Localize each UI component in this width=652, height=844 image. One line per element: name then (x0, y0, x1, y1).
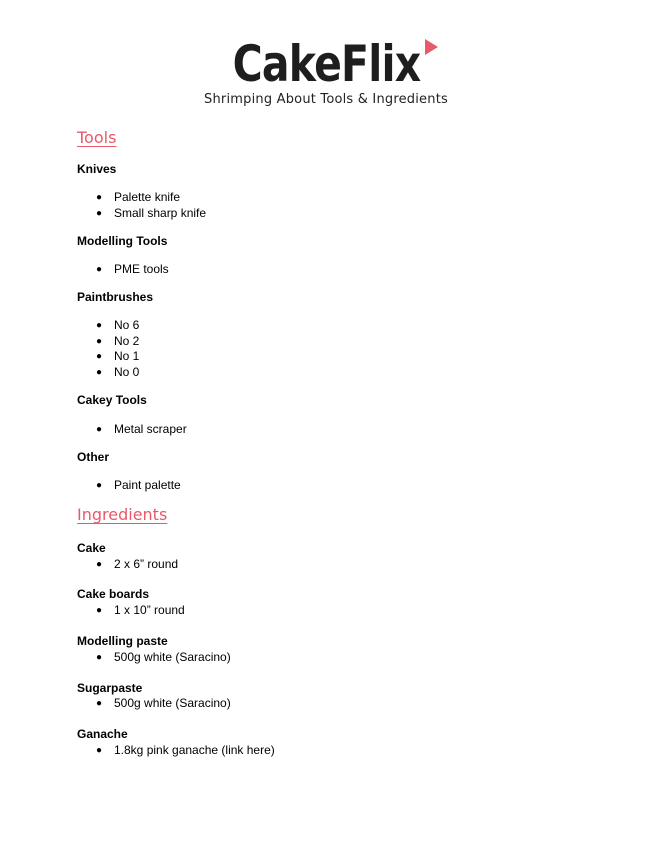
bullet-icon: ● (96, 264, 103, 275)
bullet-icon: ● (96, 320, 103, 331)
list-item: ● No 2 (96, 334, 140, 348)
list-item: ● PME tools (96, 262, 169, 276)
list-item: ● Metal scraper (96, 422, 187, 436)
ingredients-heading-cake: Cake (77, 541, 106, 555)
ingredients-heading-sugarpaste: Sugarpaste (77, 681, 143, 695)
list-item: ● No 6 (96, 318, 140, 332)
tools-heading-knives: Knives (77, 162, 117, 176)
list-item: ● No 0 (96, 365, 140, 379)
list-item: ● 1.8kg pink ganache (link here) (96, 743, 275, 757)
logo (0, 34, 652, 94)
list-item: ● Small sharp knife (96, 206, 207, 220)
tools-heading-paintbrushes: Paintbrushes (77, 290, 154, 304)
bullet-icon: ● (96, 336, 103, 347)
tools-heading-modelling-tools: Modelling Tools (77, 234, 168, 248)
bullet-icon: ● (96, 652, 103, 663)
list-item: ● 500g white (Saracino) (96, 650, 231, 664)
ingredients-heading-modelling-paste: Modelling paste (77, 634, 168, 648)
bullet-icon: ● (96, 192, 103, 203)
ingredients-section-title: Ingredients (77, 505, 168, 524)
bullet-icon: ● (96, 208, 103, 219)
list-item: ● 1 x 10” round (96, 603, 185, 617)
list-item: ● 500g white (Saracino) (96, 696, 231, 710)
list-item: ● Paint palette (96, 478, 181, 492)
bullet-icon: ● (96, 351, 103, 362)
list-item: ● Palette knife (96, 190, 181, 204)
bullet-icon: ● (96, 745, 103, 756)
tools-heading-other: Other (77, 450, 110, 464)
ingredients-heading-ganache: Ganache (77, 727, 128, 741)
bullet-icon: ● (96, 367, 103, 378)
tools-heading-cakey-tools: Cakey Tools (77, 393, 147, 407)
bullet-icon: ● (96, 698, 103, 709)
logo-text: CakeFlix (232, 35, 420, 93)
bullet-icon: ● (96, 605, 103, 616)
bullet-icon: ● (96, 480, 103, 491)
ingredients-heading-cake-boards: Cake boards (77, 587, 150, 601)
bullet-icon: ● (96, 559, 103, 570)
tools-section-title: Tools (77, 128, 117, 147)
tagline: Shrimping About Tools & Ingredients (204, 92, 448, 107)
list-item: ● No 1 (96, 349, 140, 363)
list-item: ● 2 x 6” round (96, 557, 179, 571)
bullet-icon: ● (96, 424, 103, 435)
play-triangle-icon (425, 39, 438, 55)
